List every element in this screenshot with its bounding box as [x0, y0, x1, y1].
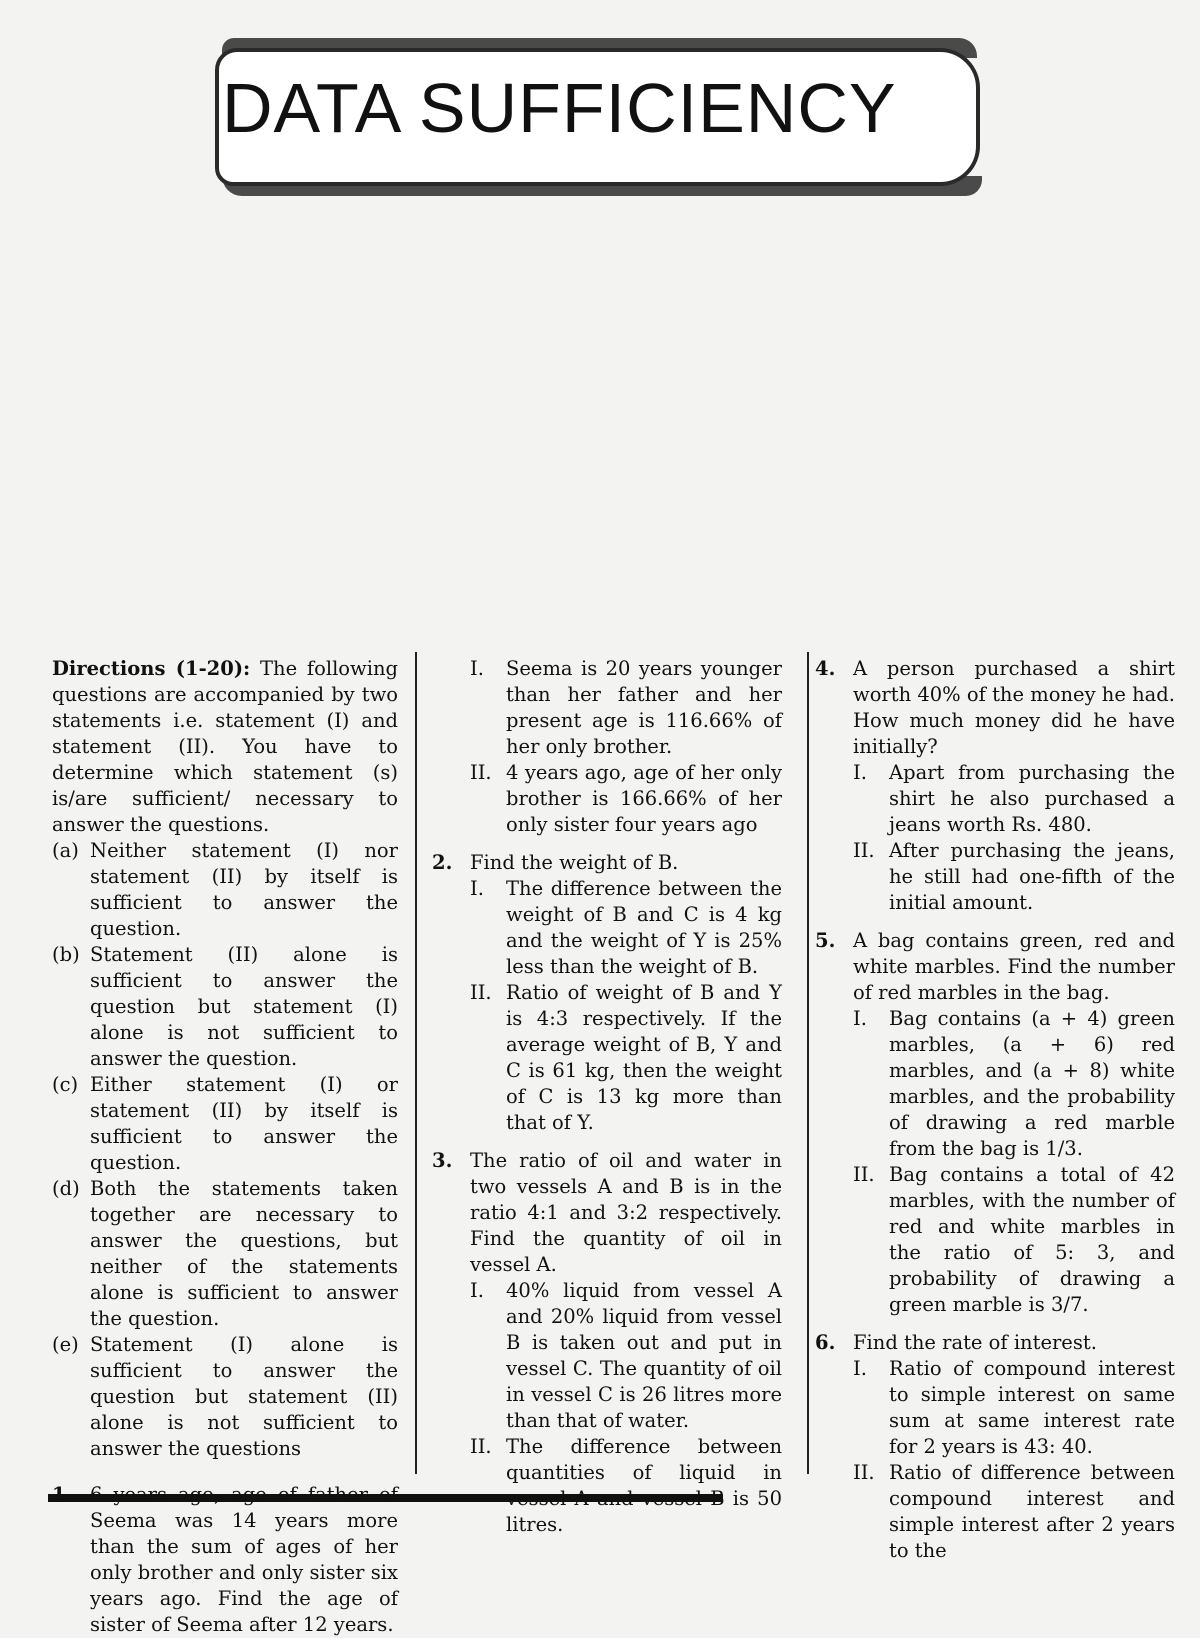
statement-label: I. — [853, 761, 867, 784]
option-text: Either statement (I) or statement (II) by itself is sufficient to answer the question. — [90, 1073, 398, 1174]
option-label: (e) — [52, 1333, 79, 1356]
statement-label: I. — [470, 877, 484, 900]
question-number: 4. — [815, 657, 836, 680]
statement-text: 4 years ago, age of her only brother is 166.66% of her only sister four years ago — [506, 761, 782, 836]
statement-text: 40% liquid from vessel A and 20% liquid from vessel B is taken out and put in vessel C. The quantity of oil in vessel C is 26 litres more than that of water. — [506, 1279, 782, 1432]
option-label: (d) — [52, 1177, 80, 1200]
option-text: Statement (II) alone is sufficient to answer the question but statement (I) alone is not sufficient to answer the question. — [90, 943, 398, 1070]
statement-text: Ratio of difference between compound interest and simple interest after 2 years to the — [889, 1461, 1175, 1562]
statement — [470, 876, 782, 980]
statement — [470, 656, 782, 760]
column-2 — [432, 656, 782, 1538]
question-5 — [815, 928, 1175, 1318]
statement-label: II. — [853, 1461, 875, 1484]
directions-label: Directions (1-20): — [52, 657, 251, 680]
question-number: 6. — [815, 1331, 836, 1354]
directions-text: The following questions are accompanied by two statements i.e. statement (I) and statement (II). You have to determine which statement (s) is/are sufficient/ necessary to answer the questions. — [52, 657, 399, 836]
answer-option — [52, 1072, 398, 1176]
statement — [853, 1356, 1175, 1460]
question-6 — [815, 1330, 1175, 1564]
statement-text: Seema is 20 years younger than her father and her present age is 116.66% of her only brother. — [506, 657, 782, 758]
statement-label: II. — [470, 761, 492, 784]
statement-label: II. — [470, 981, 492, 1004]
statement — [470, 1434, 782, 1538]
statement-text: Apart from purchasing the shirt he also purchased a jeans worth Rs. 480. — [889, 761, 1175, 836]
question-2 — [432, 850, 782, 1136]
question-text: Find the weight of B. — [470, 851, 679, 874]
question-text: The ratio of oil and water in two vessels A and B is in the ratio 4:1 and 3:2 respectively. Find the quantity of oil in vessel A. — [470, 1149, 782, 1276]
statement-text: The difference between quantities of liquid in vessel A and vessel B is 50 litres. — [506, 1435, 782, 1536]
answer-option — [52, 1176, 398, 1332]
question-1 — [52, 1482, 398, 1638]
statement — [470, 1278, 782, 1434]
statement — [853, 760, 1175, 838]
statement-text: Ratio of compound interest to simple interest on same sum at same interest rate for 2 years is 43: 40. — [889, 1357, 1175, 1458]
statement — [853, 1460, 1175, 1564]
statement-label: II. — [853, 839, 875, 862]
statement-label: I. — [853, 1007, 867, 1030]
column-divider — [807, 652, 809, 1474]
option-label: (b) — [52, 943, 80, 966]
statement-label: II. — [470, 1435, 492, 1458]
question-number: 1. — [52, 1483, 73, 1506]
statement-text: Ratio of weight of B and Y is 4:3 respectively. If the average weight of B, Y and C is 61 kg, then the weight of C is 13 kg more than that of Y. — [506, 981, 782, 1134]
question-text: 6 years ago, age of father of Seema was 14 years more than the sum of ages of her only brother and only sister six years ago. Find the age of sister of Seema after 12 years. — [90, 1483, 398, 1636]
statement-text: After purchasing the jeans, he still had one-fifth of the initial amount. — [889, 839, 1175, 914]
statement — [470, 980, 782, 1136]
option-label: (a) — [52, 839, 79, 862]
statement — [853, 1006, 1175, 1162]
answer-option — [52, 1332, 398, 1462]
page-title: DATA SUFFICIENCY — [222, 69, 897, 147]
question-text: Find the rate of interest. — [853, 1331, 1097, 1354]
statement-label: I. — [470, 1279, 484, 1302]
statement-text: Bag contains a total of 42 marbles, with the number of red and white marbles in the ratio of 5: 3, and probability of drawing a green marble is 3/7. — [889, 1163, 1175, 1316]
directions-paragraph — [52, 656, 398, 838]
column-3 — [815, 656, 1175, 1564]
option-label: (c) — [52, 1073, 79, 1096]
option-text: Neither statement (I) nor statement (II) by itself is sufficient to answer the question. — [90, 839, 398, 940]
statement-label: II. — [853, 1163, 875, 1186]
question-text: A person purchased a shirt worth 40% of the money he had. How much money did he have initially? — [853, 657, 1175, 758]
question-3 — [432, 1148, 782, 1538]
question-number: 3. — [432, 1149, 453, 1172]
question-text: A bag contains green, red and white marbles. Find the number of red marbles in the bag. — [853, 929, 1175, 1004]
statement-label: I. — [853, 1357, 867, 1380]
question-number: 2. — [432, 851, 453, 874]
option-text: Both the statements taken together are necessary to answer the questions, but neither of the statements alone is sufficient to answer the question. — [90, 1177, 398, 1330]
answer-option — [52, 838, 398, 942]
answer-option — [52, 942, 398, 1072]
column-divider — [415, 652, 417, 1474]
column-1 — [52, 656, 398, 1638]
question-number: 5. — [815, 929, 836, 952]
question-4 — [815, 656, 1175, 916]
statement — [470, 760, 782, 838]
statement-label: I. — [470, 657, 484, 680]
option-text: Statement (I) alone is sufficient to answer the question but statement (II) alone is not sufficient to answer the questions — [90, 1333, 398, 1460]
statement-text: Bag contains (a + 4) green marbles, (a + 6) red marbles, and (a + 8) white marbles, and the probability of drawing a red marble from the bag is 1/3. — [889, 1007, 1175, 1160]
statement — [853, 838, 1175, 916]
statement — [853, 1162, 1175, 1318]
statement-text: The difference between the weight of B and C is 4 kg and the weight of Y is 25% less than the weight of B. — [506, 877, 782, 978]
